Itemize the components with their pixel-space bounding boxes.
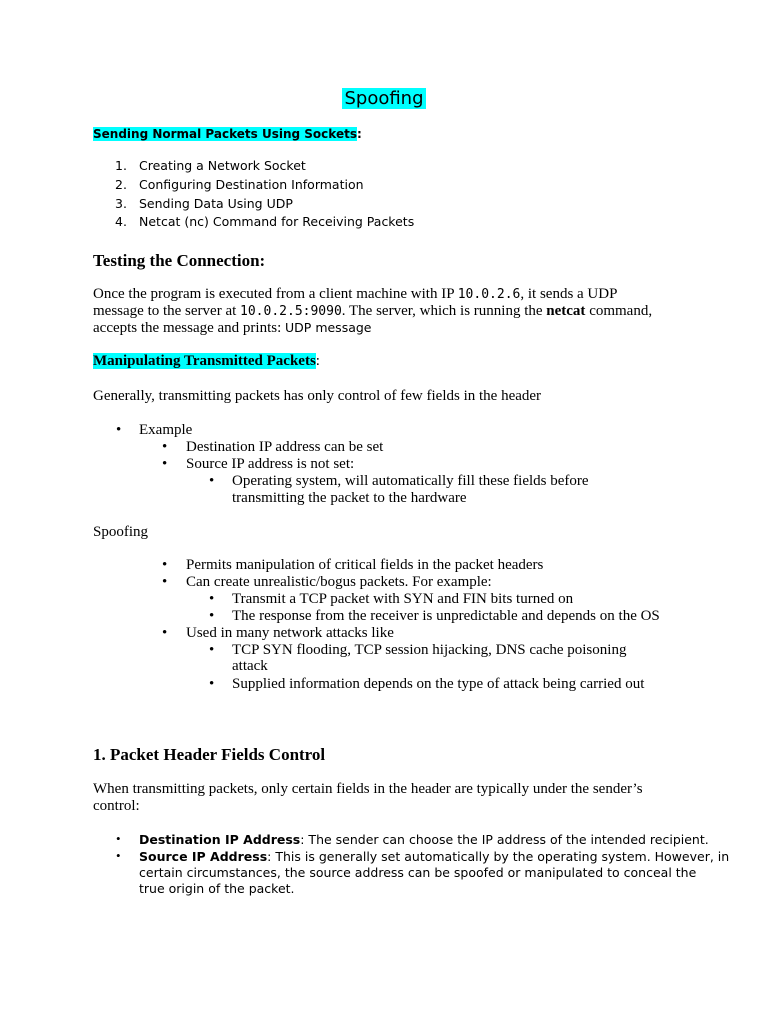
list-item-continuation: transmitting the packet to the hardware	[232, 490, 467, 506]
bullet: •	[209, 591, 215, 607]
bullet: •	[162, 625, 168, 641]
bullet: •	[116, 422, 122, 438]
testing-heading: Testing the Connection:	[93, 251, 266, 270]
list-item: Supplied information depends on the type of attack being carried out	[232, 676, 645, 692]
list-item: Example	[139, 422, 193, 438]
control-intro-line-2: control:	[93, 798, 140, 814]
list-item-continuation: true origin of the packet.	[139, 881, 295, 896]
testing-paragraph-line-1: Once the program is executed from a client machine with IP 10.0.2.6, it sends a UDP	[93, 286, 618, 302]
bullet: •	[116, 831, 121, 846]
control-intro-line-1: When transmitting packets, only certain fields in the header are typically under the sender’s	[93, 781, 643, 797]
list-item: Transmit a TCP packet with SYN and FIN bits turned on	[232, 591, 574, 607]
list-item: Source IP address is not set:	[186, 456, 355, 472]
spoofing-label: Spoofing	[93, 524, 149, 540]
control-heading: 1. Packet Header Fields Control	[93, 745, 326, 764]
list-item-continuation: certain circumstances, the source address can be spoofed or manipulated to conceal the	[139, 865, 697, 880]
manipulating-intro: Generally, transmitting packets has only control of few fields in the header	[93, 388, 542, 404]
list-item: Can create unrealistic/bogus packets. For example:	[186, 574, 492, 590]
list-item: TCP SYN flooding, TCP session hijacking, DNS cache poisoning	[232, 642, 627, 658]
document-title: Spoofing	[344, 88, 424, 109]
manipulating-heading: Manipulating Transmitted Packets:	[93, 353, 320, 369]
list-item: Destination IP Address: The sender can choose the IP address of the intended recipient.	[139, 832, 709, 847]
list-item: Used in many network attacks like	[186, 625, 394, 641]
bullet: •	[116, 848, 121, 863]
bullet: •	[162, 439, 168, 455]
bullet: •	[162, 456, 168, 472]
list-item: Destination IP address can be set	[186, 439, 384, 455]
bullet: •	[209, 608, 215, 624]
list-item: Permits manipulation of critical fields in the packet headers	[186, 557, 544, 573]
list-item: The response from the receiver is unpredictable and depends on the OS	[232, 608, 660, 624]
testing-paragraph-line-3: accepts the message and prints: UDP message	[93, 320, 372, 336]
bullet: •	[209, 473, 215, 489]
bullet: •	[209, 676, 215, 692]
testing-paragraph-line-2: message to the server at 10.0.2.5:9090. The server, which is running the netcat command,	[93, 303, 653, 319]
document-page: Spoofing Sending Normal Packets Using Sockets: 1. Creating a Network Socket 2. Configuring Destination Information 3. Sending Data Using UDP 4. Netcat (nc) Command for Receiving Packets Testing the Connection: Once the program is executed from a client machine with IP 10.0.2.6, it sends a UDP message to the server at 10.0.2.5:9090. The server, which is running the netcat command, accepts the message and prints: UDP message Manipulating Transmitted Packets: Generally, transmitting packets has only control of few fields in the header • Example • Destination IP address can be set • Source IP address is not set: • Operating system, will automatically fill these fields before transmitting the packet to the hardware Spoofing • Permits manipulation of critical fields in the packet headers • Can create unrealistic/bogus packets. For example: • Transmit a TCP packet with SYN and FIN bits turned on • The response from the receiver is unpredictable and depends on the OS • Used in many network attacks like • TCP SYN flooding, TCP session hijacking, DNS cache poisoning attack • Supplied information depends on the type of attack being carried out 1. Packet Header Fields Control When transmitting packets, only certain fields in the header are typically under the sender’s control: • Destination IP Address: The sender can choose the IP address of the intended recipient. • Source IP Address: This is generally set automatically by the operating system. However, in certain circumstances, the source address can be spoofed or manipulated to conceal the true origin of the packet.	[0, 0, 768, 1024]
list-item: Source IP Address: This is generally set automatically by the operating system. However, in	[139, 849, 730, 864]
list-item: Operating system, will automatically fill these fields before	[232, 473, 589, 489]
list-item-continuation: attack	[232, 658, 268, 674]
bullet: •	[162, 574, 168, 590]
sockets-heading: Sending Normal Packets Using Sockets:	[93, 127, 362, 141]
bullet: •	[162, 557, 168, 573]
bullet: •	[209, 642, 215, 658]
